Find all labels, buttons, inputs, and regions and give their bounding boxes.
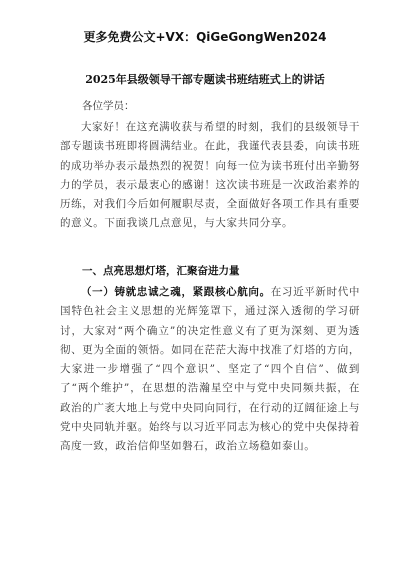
intro-section xyxy=(60,118,360,234)
speech-title: 2025年县级领导干部专题读书班结班式上的讲话 xyxy=(85,73,325,86)
intro-paragraph: 大家好！在这充满收获与希望的时刻，我们的县级领导干部专题读书班即将圆满结业。在此，我谨代表县委，向读书班的成功举办表示最热烈的祝贺！向每一位为读书班付出辛勤努力的学员，表示最衷心的感谢！这次读书班是一次政治素养的历练，对我们今后如何履职尽责，全面做好各项工作具有重要的意义。下面我谈几点意见，与大家共同分享。 xyxy=(60,121,360,230)
section-heading-1: 一、点亮思想灯塔，汇聚奋进力量 xyxy=(82,265,240,277)
subsection-1 xyxy=(60,283,360,457)
subsection-text: 在习近平新时代中国特色社会主义思想的光辉笼罩下，通过深入透彻的学习研讨，大家对“两个确立”的决定性意义有了更为深刻、更为透彻、更为全面的领悟。如同在茫茫大海中找准了灯塔的方向，大家进一步增强了“四个意识”、坚定了“四个自信”、做到了“两个维护”，在思想的浩瀚星空中与党中央同频共振，在政治的广袤大地上与党中央同向同行，在行动的辽阔征途上与党中央同轨并驱。始终与以习近平同志为核心的党中央保持着高度一致，政治信仰坚如磐石，政治立场稳如泰山。 xyxy=(60,286,360,453)
subsection-heading: （一）铸就忠诚之魂，紧跟核心航向。 xyxy=(81,286,271,298)
promo-banner: 更多免费公文+VX：QiGeGongWen2024 xyxy=(83,30,327,44)
salutation: 各位学员： xyxy=(82,100,135,112)
subsection-paragraph xyxy=(60,283,360,457)
